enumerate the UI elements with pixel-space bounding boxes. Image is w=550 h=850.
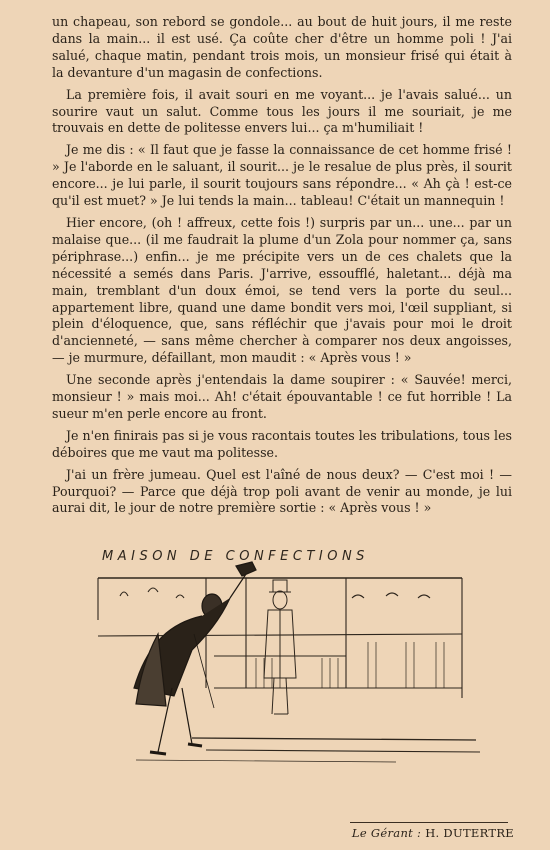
shop-sign: MAISON DE CONFECTIONS xyxy=(102,549,369,564)
shop-front-illustration xyxy=(96,538,484,770)
signature-name: H. DUTERTRE xyxy=(425,826,514,840)
paragraph: Hier encore, (oh ! affreux, cette fois !) surpris par un... une... par un malaise que... (il me faudrait la plume d'un Zola pour nommer ça, sans périphrase...) enfin... je me précipite vers un de ces chalets que la nécessité a semés dans Paris. J'arrive, essoufflé, haletant... déjà ma main, tremblant d'un doux émoi, se tend vers la porte du seul... appartement libre, quand une dame bondit vers moi, l'œil suppliant, si plein d'éloquence, que, sans réfléchir que j'avais pour moi le droit d'ancienneté, — sans même chercher à comparer nos deux angoisses, — je murmure, défaillant, mon maudit : « Après vous ! » xyxy=(52,214,512,366)
mannequin-icon xyxy=(264,580,296,714)
paragraph: J'ai un frère jumeau. Quel est l'aîné de nous deux? — C'est moi ! — Pourquoi? — Parce que déjà trop poli avant de venir au monde, je lui aurai dit, le jour de notre première sortie : « Après vous ! » xyxy=(52,466,512,516)
article-body xyxy=(52,14,512,522)
signature-label: Le Gérant : xyxy=(351,826,422,840)
paragraph: La première fois, il avait souri en me voyant... je l'avais salué... un sourire vaut un salut. Comme tous les jours il me souriait, je me trouvais en dette de politesse envers lui... ça m'humiliait ! xyxy=(52,86,512,136)
hurrying-man-icon xyxy=(134,562,256,754)
paragraph: Je me dis : « Il faut que je fasse la connaissance de cet homme frisé ! » Je l'aborde en le saluant, il sourit... je le resalue de plus près, il sourit encore... je lui parle, il sourit toujours sans répondre... « Ah çà ! est-ce qu'il est muet? » Je lui tends la main... tableau! C'était un mannequin ! xyxy=(52,142,512,209)
paragraph: un chapeau, son rebord se gondole... au bout de huit jours, il me reste dans la main... il est usé. Ça coûte cher d'être un homme poli ! J'ai salué, chaque matin, pendant trois mois, un monsieur frisé qui était à la devanture d'un magasin de confections. xyxy=(52,14,512,80)
signature xyxy=(342,826,514,840)
paragraph: Une seconde après j'entendais la dame soupirer : « Sauvée! merci, monsieur ! » mais moi... Ah! c'était épouvantable ! ce fut horrible ! La sueur m'en perle encore au front. xyxy=(52,372,512,421)
signature-divider xyxy=(350,822,508,823)
paragraph: Je n'en finirais pas si je vous racontais toutes les tribulations, tous les déboires que me vaut ma politesse. xyxy=(52,427,512,460)
